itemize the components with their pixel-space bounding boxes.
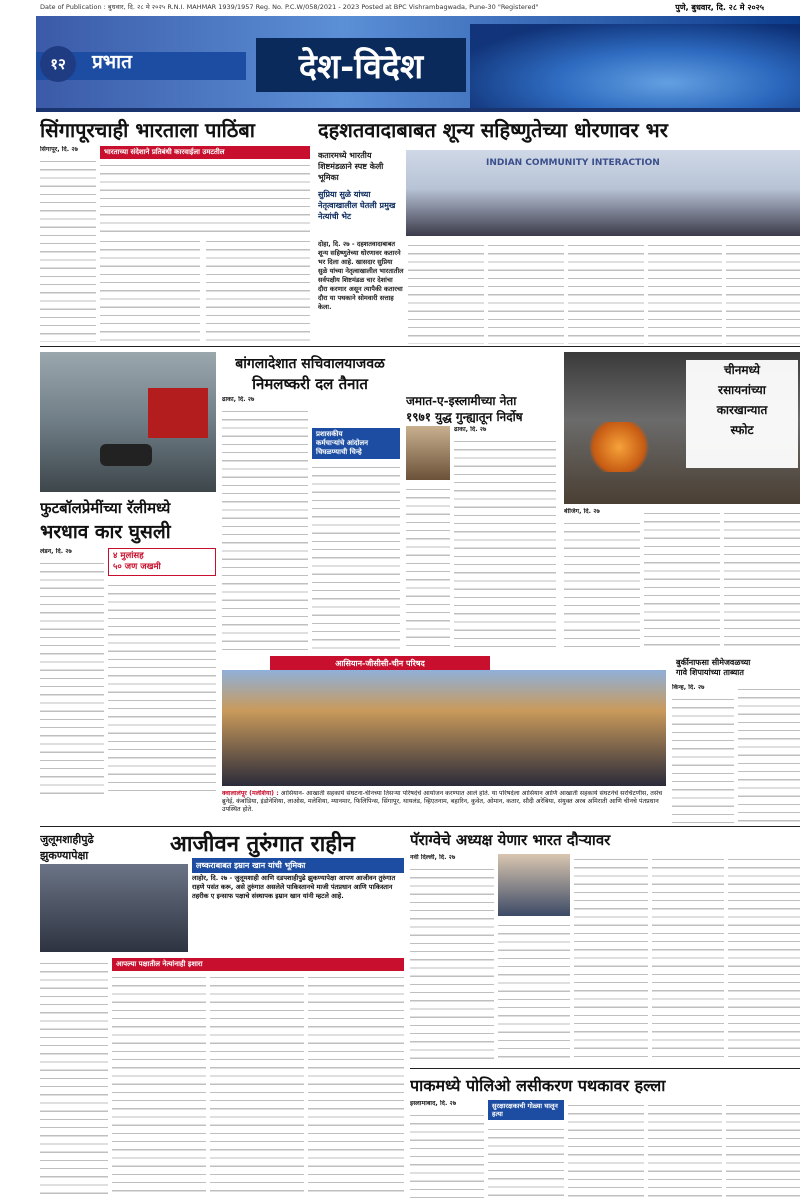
burkina-headline (672, 656, 800, 680)
section-title: देश-विदेश (256, 38, 466, 92)
imran-khan-photo (40, 864, 188, 952)
terror-column-3 (568, 240, 644, 344)
paraguay-column-4 (652, 854, 724, 1064)
singapore-dateline: सिंगापूर, दि. २७ (40, 146, 78, 153)
terror-side-line-2: सुप्रिया सुळे यांच्या नेतृत्वाखालील घेतली प्रमुख नेत्यांची भेट (318, 190, 396, 221)
bangladesh-column-2 (312, 462, 400, 650)
imran-headline: आजीवन तुरुंगात राहीन (170, 831, 355, 857)
football-dateline: लंडन, दि. २७ (40, 548, 72, 555)
jamaat-column-1 (454, 426, 556, 650)
bangladesh-dateline: ढाका, दि. २७ (222, 396, 255, 403)
terror-headline: दहशतवादाबाबत शून्य सहिष्णुतेच्या धोरणावर भर (318, 118, 668, 142)
singapore-column-3 (206, 236, 310, 342)
paraguay-column-3 (574, 854, 648, 1064)
china-headline-line-2: रसायनांच्या (718, 383, 766, 397)
singapore-column-2 (100, 236, 200, 342)
imran-kicker-line-2: झुकण्यापेक्षा (40, 849, 89, 862)
china-column-1 (564, 508, 640, 650)
photo-banner-text: INDIAN COMMUNITY INTERACTION (486, 158, 660, 168)
box-line-3: चिघळण्याची चिन्हे (316, 448, 362, 456)
burkina-column-1 (672, 684, 734, 824)
badge-line-2: ५० जण जखमी (113, 562, 161, 572)
banner-rule (36, 108, 800, 112)
text-lines (40, 558, 104, 796)
imran-column-1 (40, 958, 108, 1198)
asean-caption (222, 790, 666, 822)
football-column-1 (40, 548, 104, 796)
page-number: १२ (40, 46, 76, 82)
polio-column-5 (726, 1100, 800, 1198)
terror-lead-text: - दहशतवादाबाबत शून्य सहिष्णुतेच्या धोरणावर कतारने भर दिला आहे. खासदार सुप्रिया सुळे यांच्या नेतृत्वाखालील भारतातील सर्वपक्षीय शिष्टमंडळ चार देशांचा दौरा करणार असून त्यापैकी कतारचा दौरा या पथकाने सोमवारी सत्ताह केला. (318, 240, 404, 311)
china-headline-line-3: कारखान्यात (716, 403, 768, 417)
terror-column-5 (726, 240, 800, 344)
asean-caption-place: क्वालालंपूर (मलेशिया) : (222, 790, 279, 797)
china-dateline: बीजिंग, दि. २७ (564, 508, 600, 515)
china-column-3 (724, 508, 800, 650)
delegation-photo (406, 150, 800, 236)
terror-column-4 (648, 240, 722, 344)
polio-column-3 (568, 1100, 644, 1198)
terror-dateline: दोहा, दि. २७ (318, 240, 350, 248)
jamaat-leader-photo (406, 426, 450, 480)
paraguay-dateline: नवी दिल्ली, दि. २७ (410, 854, 456, 861)
bangladesh-headline-line-1: बांगलादेशात सचिवालयाजवळ (235, 356, 385, 372)
burkina-column-2 (738, 684, 800, 824)
polio-column-2 (488, 1124, 564, 1198)
football-column-2 (108, 580, 216, 796)
divider (40, 346, 800, 347)
paraguay-column-5 (728, 854, 800, 1064)
jamaat-headline-line-2: १९७१ युद्ध गुन्ह्यातून निर्दोष (406, 410, 523, 424)
china-headline-line-1: चीनमध्ये (723, 363, 761, 377)
text-lines (222, 406, 308, 650)
badge-line-1: ४ मुलांसह (113, 551, 144, 561)
polio-box: सुरक्षारक्षकाची गोळ्या घालून हत्या (488, 1100, 564, 1120)
singapore-box-text (100, 160, 310, 232)
singapore-headline: सिंगापूरचाही भारताला पाठिंबा (40, 118, 255, 142)
jamaat-headline-line-1: जमात-ए-इस्लामीच्या नेता (406, 394, 517, 408)
jamaat-dateline: ढाका, दि. २७ (454, 426, 487, 433)
imran-box-heading: आपल्या पक्षातील नेत्यांनाही इशारा (112, 958, 404, 971)
asean-caption-text: आसियान- आखाती सहकार्य संघटना-चीनच्या तिसऱ्या परिषदेचे आयोजन करण्यात आले होते. या परिषदेला आसियान आणि आखाती सहकार्य संघटनेचे सरचिटणीस, तसेच ब्रुनेई, कंबोडिया, इंडोनेशिया, लाओस, मलेशिया, म्यानमार, फिलिपिन्स, सिंगापूर, थायलंड, व्हिएतनाम, बहारिन, कुवेत, ओमान, कतार, सौदी अरेबिया, संयुक्त अरब अमिराती आणि चीनचे पंतप्रधान उपस्थित होते. (222, 790, 663, 813)
terror-side-line-1: कतारमध्ये भारतीय शिष्टमंडळाने स्पष्ट केली भूमिका (318, 151, 384, 182)
text-lines (410, 864, 494, 1064)
football-headline-line-2: भरधाव कार घुसली (40, 521, 171, 543)
fire-engine-shape (148, 388, 208, 438)
text-lines (454, 436, 556, 650)
imran-column-3 (210, 972, 304, 1198)
bangladesh-headline-line-2: निमलष्करी दल तैनात (252, 375, 368, 393)
polio-dateline: इस्लामाबाद, दि. २७ (410, 1100, 457, 1107)
polio-column-4 (648, 1100, 722, 1198)
box-line-1: प्रशासकीय (316, 430, 343, 438)
burkina-headline-line-1: बुर्कीनाफसा सीमेजवळच्या (676, 658, 751, 667)
football-headline-line-1: फुटबॉलप्रेमींच्या रॅलीमध्ये (40, 499, 171, 517)
china-headline-line-4: स्फोट (730, 423, 754, 437)
imran-dateline: लाहोर, दि. २७ (192, 874, 228, 882)
imran-lead (192, 874, 404, 952)
burkina-dateline: किन्ह, दि. २७ (672, 684, 705, 691)
burkina-headline-line-2: गावे शिपायांच्या ताब्यात (676, 668, 744, 677)
football-casualty-badge (108, 548, 216, 576)
publication-date-line: Date of Publication : बुधवार, दि. २८ मे २०२५ R.N.I. MAHMAR 1939/1957 Reg. No. P.C.W/058/2021 - 2023 Posted at BPC Vishrambagwada, Pune-30 "Registered" (40, 3, 539, 11)
box-line-2: कर्मचाऱ्यांचे आंदोलन (316, 439, 369, 447)
terror-lead (318, 240, 404, 344)
asean-label: आसियान-जीसीसी-चीन परिषद (270, 656, 490, 671)
imran-subhead: लष्कराबाबत इम्रान खान यांची भूमिका (192, 858, 404, 873)
imran-column-2 (112, 972, 206, 1198)
paraguay-headline: पॅराग्वेचे अध्यक्ष येणार भारत दौऱ्यावर (410, 831, 611, 849)
singapore-subhead: भारताच्या संदेशाने प्रतिबंधी कारवाईला उमटतील (100, 146, 310, 159)
globe-graphic (470, 24, 800, 108)
text-lines (40, 156, 96, 342)
polio-column-1 (410, 1100, 484, 1198)
text-lines (672, 694, 734, 824)
terror-column-1 (408, 240, 484, 344)
football-rally-photo (40, 352, 216, 492)
terror-side-heading (318, 150, 404, 230)
car-shape (100, 444, 152, 466)
terror-column-2 (488, 240, 564, 344)
imran-lead-text: - जुलूमशाही आणि दडपशाहीपुढे झुकण्यापेक्षा आपण आजीवन तुरुंगात राहणे पसंत करू, असे तुरुंगात असलेले पाकिस्तानचे माजी पंतप्रधान आणि पाकिस्तान तहरीक ए इन्साफ पक्षाचे संस्थापक इम्रान खान यांनी म्हटले आहे. (192, 874, 396, 900)
jamaat-column-2 (406, 484, 450, 650)
text-lines (410, 1110, 484, 1198)
bangladesh-box (312, 428, 400, 459)
asean-summit-photo (222, 670, 666, 786)
publication-meta-strip (40, 2, 764, 14)
imran-kicker-line-1: जुलूमशाहीपुढे (40, 833, 94, 846)
paraguay-column-2 (498, 920, 570, 1064)
brand-logo: प्रभात (92, 52, 132, 73)
china-headline-box (686, 360, 798, 468)
fire-glow (584, 422, 654, 472)
city-date: पुणे, बुधवार, दि. २८ मे २०२५ (675, 3, 764, 12)
divider (40, 826, 800, 827)
polio-headline: पाकमध्ये पोलिओ लसीकरण पथकावर हल्ला (410, 1076, 666, 1095)
singapore-column-1 (40, 146, 96, 342)
text-lines (564, 518, 640, 650)
china-column-2 (644, 508, 720, 650)
paraguay-president-photo (498, 854, 570, 916)
divider (410, 1068, 800, 1069)
paraguay-column-1 (410, 854, 494, 1064)
imran-column-4 (308, 972, 404, 1198)
bangladesh-column-1 (222, 396, 308, 650)
